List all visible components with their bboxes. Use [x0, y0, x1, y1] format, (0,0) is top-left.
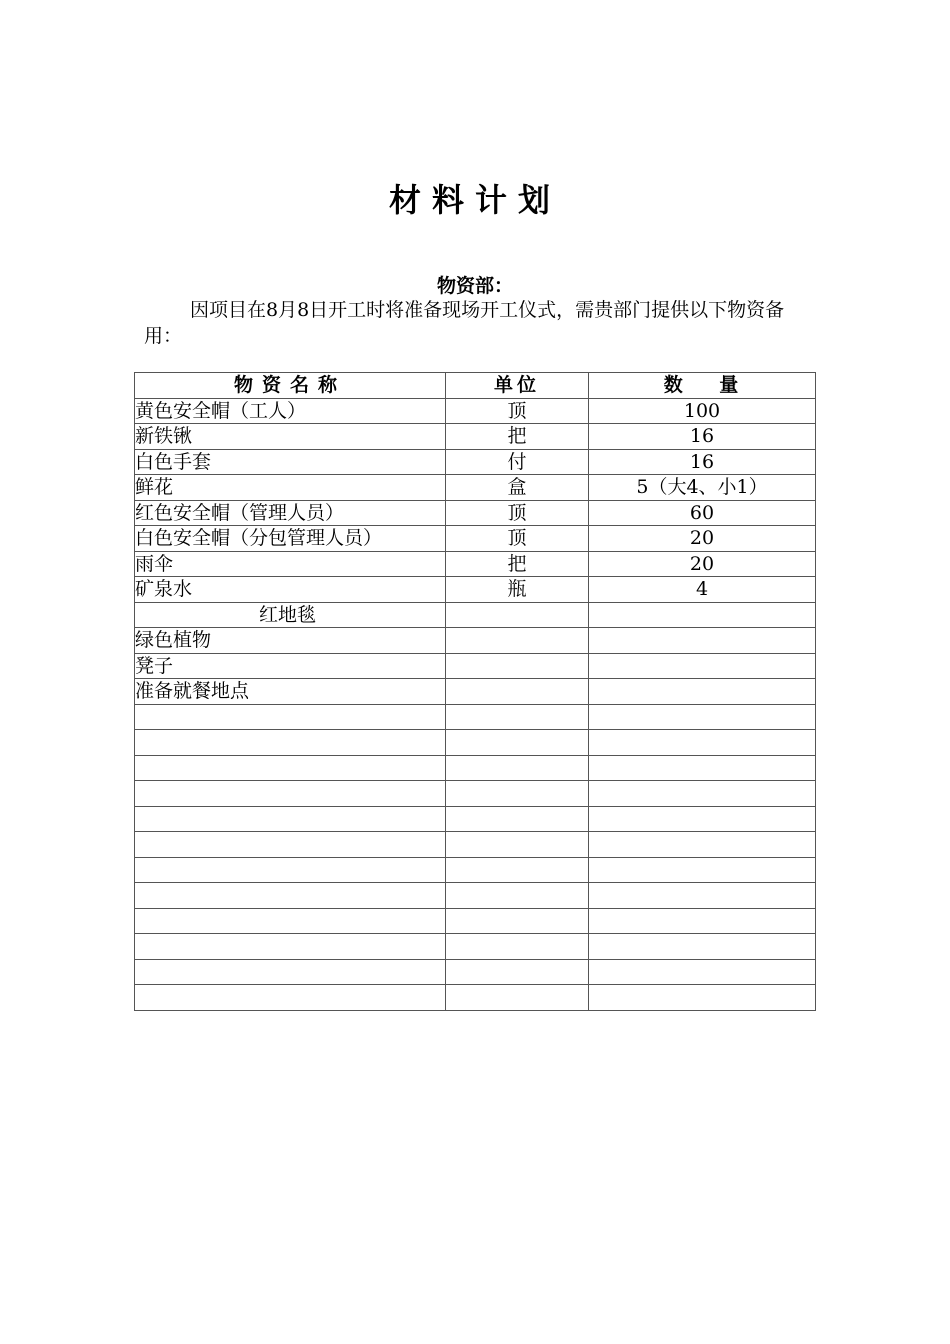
- item-quantity-cell: [589, 857, 816, 883]
- header-item-name: 物资名称: [135, 373, 446, 399]
- item-unit-cell: 盒: [446, 475, 589, 501]
- table-row: [135, 679, 816, 705]
- item-quantity-cell: 16: [589, 424, 816, 450]
- item-quantity-cell: 60: [589, 500, 816, 526]
- table-row: [135, 526, 816, 552]
- item-unit-cell: 顶: [446, 500, 589, 526]
- item-unit-cell: [446, 755, 589, 781]
- table-row: [135, 653, 816, 679]
- item-unit-cell: [446, 857, 589, 883]
- header-quantity: 数 量: [589, 373, 816, 399]
- item-name-cell: 白色手套: [135, 449, 446, 475]
- item-quantity-cell: [589, 628, 816, 654]
- document-title: 材料计划: [388, 181, 561, 219]
- item-name-cell: 凳子: [135, 653, 446, 679]
- table-row: [135, 908, 816, 934]
- item-name-cell: 鲜花: [135, 475, 446, 501]
- item-unit-cell: 把: [446, 424, 589, 450]
- item-quantity-cell: [589, 679, 816, 705]
- table-row: [135, 755, 816, 781]
- item-quantity-cell: 20: [589, 526, 816, 552]
- table-row: [135, 602, 816, 628]
- item-name-cell: 准备就餐地点: [135, 679, 446, 705]
- table-row: [135, 704, 816, 730]
- materials-table: [134, 372, 816, 1011]
- item-quantity-cell: [589, 908, 816, 934]
- table-row: [135, 730, 816, 756]
- item-unit-cell: [446, 883, 589, 909]
- item-name-cell: 新铁锹: [135, 424, 446, 450]
- table-row: [135, 806, 816, 832]
- item-quantity-cell: 5（大4、小1）: [589, 475, 816, 501]
- item-quantity-cell: [589, 959, 816, 985]
- item-name-cell: [135, 934, 446, 960]
- item-quantity-cell: [589, 730, 816, 756]
- item-quantity-cell: 4: [589, 577, 816, 603]
- item-name-cell: 白色安全帽（分包管理人员）: [135, 526, 446, 552]
- item-unit-cell: [446, 628, 589, 654]
- table-row: [135, 959, 816, 985]
- item-quantity-cell: 16: [589, 449, 816, 475]
- table-row: [135, 934, 816, 960]
- item-quantity-cell: [589, 755, 816, 781]
- item-name-cell: [135, 908, 446, 934]
- item-name-cell: 红地毯: [135, 602, 446, 628]
- item-unit-cell: 付: [446, 449, 589, 475]
- table-row: [135, 832, 816, 858]
- header-unit: 单位: [446, 373, 589, 399]
- table-row: [135, 449, 816, 475]
- item-unit-cell: 把: [446, 551, 589, 577]
- item-unit-cell: [446, 806, 589, 832]
- item-unit-cell: [446, 653, 589, 679]
- item-name-cell: 雨伞: [135, 551, 446, 577]
- item-quantity-cell: [589, 653, 816, 679]
- item-name-cell: 矿泉水: [135, 577, 446, 603]
- item-unit-cell: [446, 985, 589, 1011]
- item-unit-cell: 瓶: [446, 577, 589, 603]
- item-name-cell: [135, 883, 446, 909]
- table-row: [135, 628, 816, 654]
- item-quantity-cell: [589, 602, 816, 628]
- item-quantity-cell: [589, 806, 816, 832]
- item-name-cell: [135, 781, 446, 807]
- table-row: [135, 577, 816, 603]
- item-name-cell: 红色安全帽（管理人员）: [135, 500, 446, 526]
- item-unit-cell: [446, 679, 589, 705]
- item-name-cell: [135, 755, 446, 781]
- table-row: [135, 857, 816, 883]
- item-unit-cell: [446, 959, 589, 985]
- item-unit-cell: [446, 704, 589, 730]
- item-unit-cell: [446, 934, 589, 960]
- item-name-cell: [135, 985, 446, 1011]
- item-quantity-cell: 100: [589, 398, 816, 424]
- table-body: [135, 398, 816, 1010]
- item-quantity-cell: [589, 832, 816, 858]
- item-quantity-cell: [589, 934, 816, 960]
- item-name-cell: [135, 832, 446, 858]
- item-unit-cell: [446, 908, 589, 934]
- item-quantity-cell: [589, 781, 816, 807]
- item-name-cell: [135, 857, 446, 883]
- item-name-cell: [135, 730, 446, 756]
- table-row: [135, 500, 816, 526]
- item-name-cell: [135, 806, 446, 832]
- table-row: [135, 551, 816, 577]
- item-unit-cell: 顶: [446, 398, 589, 424]
- item-name-cell: [135, 704, 446, 730]
- item-unit-cell: 顶: [446, 526, 589, 552]
- item-quantity-cell: [589, 883, 816, 909]
- table-row: [135, 475, 816, 501]
- department-heading: 物资部：: [436, 275, 513, 297]
- item-name-cell: 绿色植物: [135, 628, 446, 654]
- item-quantity-cell: 20: [589, 551, 816, 577]
- item-quantity-cell: [589, 704, 816, 730]
- item-unit-cell: [446, 730, 589, 756]
- item-name-cell: [135, 959, 446, 985]
- item-unit-cell: [446, 602, 589, 628]
- item-name-cell: 黄色安全帽（工人）: [135, 398, 446, 424]
- table-row: [135, 424, 816, 450]
- intro-paragraph: 因项目在8月8日开工时将准备现场开工仪式，需贵部门提供以下物资备用：: [144, 299, 785, 347]
- table-row: [135, 883, 816, 909]
- table-row: [135, 398, 816, 424]
- table-row: [135, 781, 816, 807]
- table-row: [135, 985, 816, 1011]
- item-unit-cell: [446, 781, 589, 807]
- item-unit-cell: [446, 832, 589, 858]
- item-quantity-cell: [589, 985, 816, 1011]
- table-header-row: [135, 373, 816, 399]
